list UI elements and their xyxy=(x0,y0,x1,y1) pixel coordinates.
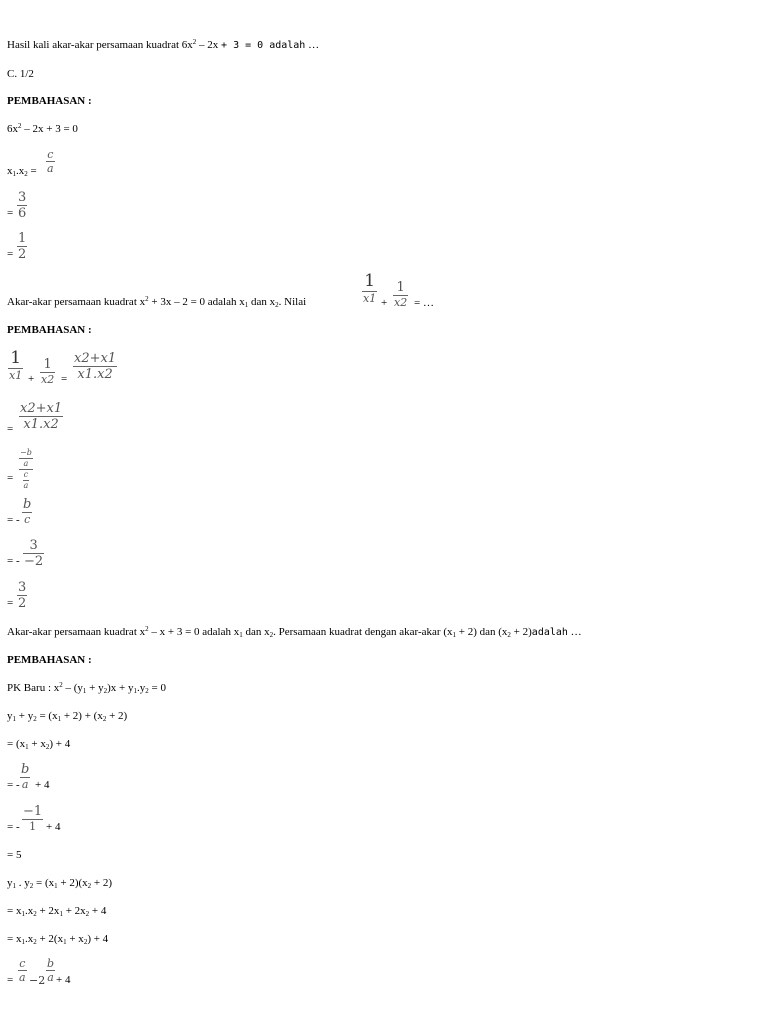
q1-frac2-num: 3 xyxy=(18,190,27,205)
q1-prod-sub1: 1 xyxy=(12,170,16,178)
q2-nilai-fraction-2 xyxy=(393,281,408,308)
q3-prod2-text-d: + 2x xyxy=(62,905,86,917)
q2-l6-eq: = xyxy=(7,597,14,609)
q2-question-sub2: 2 xyxy=(275,301,279,309)
q2-l3-numerator xyxy=(19,449,33,468)
q3-question-end: … xyxy=(567,626,582,638)
q1-heading: PEMBAHASAN : xyxy=(7,95,92,107)
q3-sum3-num: b xyxy=(21,762,30,777)
q3-prod2-sub1: 1 xyxy=(21,910,25,918)
q1-fraction-c-over-a xyxy=(46,149,55,174)
q3-prod4-f1-num: c xyxy=(19,957,26,970)
q2-nilai-f2-den: x2 xyxy=(394,296,408,309)
q3-prod3-sub2: 2 xyxy=(33,938,37,946)
q1-frac3-den: 2 xyxy=(18,247,27,262)
q2-l1-f1-num: 1 xyxy=(10,348,22,368)
q3-prod2-sub4: 2 xyxy=(85,910,90,918)
q3-prod-y: y xyxy=(7,877,13,889)
q3-sum-line-3-eq: = - xyxy=(7,779,20,791)
q3-sum-y: y xyxy=(7,710,13,722)
q2-nilai-fraction-1 xyxy=(362,273,377,304)
q2-l4-eq: = - xyxy=(7,514,20,526)
q2-l3-nested-fraction xyxy=(19,449,33,490)
q2-l2-eq: = xyxy=(7,423,14,435)
q2-question-text-c: dan x xyxy=(248,296,276,308)
q2-l3-num-bot: a xyxy=(23,459,29,468)
q3-question-text: Akar-akar persamaan kuadrat x xyxy=(7,626,146,638)
q3-prod-sub4: 2 xyxy=(87,882,92,890)
q1-prod-x: x xyxy=(7,165,13,177)
q1-question-end: … xyxy=(305,39,320,51)
q3-prod2-sub2: 2 xyxy=(33,910,37,918)
q1-fraction-3-over-6 xyxy=(17,191,27,220)
q3-question-sub3: 1 xyxy=(452,631,456,639)
q3-pk-text-e: .y xyxy=(137,682,146,694)
q2-l5-eq: = - xyxy=(7,555,20,567)
q3-prod2-text-e: + 4 xyxy=(89,905,107,917)
q3-prod4-fraction-2 xyxy=(46,958,55,983)
q3-question-text-b: – x + 3 = 0 adalah x xyxy=(148,626,240,638)
q3-pk-text-b: – (y xyxy=(62,682,83,694)
q2-l1-plus: + xyxy=(28,373,35,385)
q3-pk-text-f: = 0 xyxy=(148,682,166,694)
q1-question-text: Hasil kali akar-akar persamaan kuadrat 6x xyxy=(7,39,193,51)
q3-sum-sub4: 2 xyxy=(102,715,107,723)
q3-prod-line-4-eq: = xyxy=(7,974,14,986)
q3-sum-sub2: 2 xyxy=(33,715,37,723)
q1-product-formula xyxy=(7,166,37,177)
q3-sum2-text: = (x xyxy=(7,738,26,750)
q3-sum2-sub2: 2 xyxy=(45,743,50,751)
q3-pk-text: PK Baru : x xyxy=(7,682,60,694)
q3-prod3-sub4: 2 xyxy=(83,938,88,946)
q2-l5-den: −2 xyxy=(24,554,44,569)
q2-l3-denominator xyxy=(23,471,30,490)
q3-sum-sub3: 1 xyxy=(57,715,62,723)
q1-frac2-den: 6 xyxy=(18,206,27,221)
q3-prod4-fraction-1 xyxy=(18,958,27,983)
q2-heading: PEMBAHASAN : xyxy=(7,324,92,336)
q2-nilai-f1-num: 1 xyxy=(364,271,376,291)
q2-question-text-d: . Nilai xyxy=(278,296,307,308)
q3-prod3-text-d: + x xyxy=(66,933,84,945)
q3-sum3-tail: + 4 xyxy=(35,779,50,791)
q3-prod2-sub3: 1 xyxy=(59,910,63,918)
q2-l1-f2-num: 1 xyxy=(43,357,52,372)
q3-prod-sub1: 1 xyxy=(12,882,16,890)
q2-question-sub1: 1 xyxy=(244,301,249,309)
q2-nilai-end: = … xyxy=(414,297,434,309)
q3-prod4-minus: −2 xyxy=(29,974,46,987)
q2-l3-den-top: c xyxy=(23,470,29,479)
q3-question-text-c: dan x xyxy=(242,626,270,638)
q3-sum-line-1 xyxy=(7,711,127,722)
q3-prod2-text-b: .x xyxy=(24,905,34,917)
q1-eq-sign-2: = xyxy=(7,248,14,260)
q2-l1-eq: = xyxy=(61,373,68,385)
q1-question xyxy=(7,40,319,51)
q3-prod3-text-c: + 2(x xyxy=(36,933,64,945)
q2-l4-num: b xyxy=(23,497,32,512)
q1-prod-dot: .x xyxy=(16,165,25,177)
q2-l1-f2-den: x2 xyxy=(41,373,55,386)
q3-question-sub1: 1 xyxy=(239,631,243,639)
q3-question-sub4: 2 xyxy=(507,631,511,639)
q2-l6-num: 3 xyxy=(18,580,27,595)
q1-equation xyxy=(7,124,78,135)
q3-prod4-tail: + 4 xyxy=(56,974,71,986)
q3-sum3-fraction xyxy=(20,763,30,790)
q1-eq-sup: 2 xyxy=(18,122,22,130)
q2-l6-fraction xyxy=(17,581,27,610)
q3-sum4-fraction xyxy=(22,805,43,832)
q2-l1-f3-den: x1.x2 xyxy=(77,367,113,382)
q2-nilai-plus: + xyxy=(381,297,388,309)
q3-sum4-den: 1 xyxy=(29,820,37,833)
q2-l1-f1-den: x1 xyxy=(9,369,23,382)
q3-prod-sub2: 2 xyxy=(29,882,34,890)
q2-nilai-f2-num: 1 xyxy=(396,280,405,295)
q3-sum4-tail: + 4 xyxy=(46,821,61,833)
q3-prod-text-d: + 2)(x xyxy=(57,877,88,889)
q2-l2-den: x1.x2 xyxy=(23,417,59,432)
q3-prod3-text: = x xyxy=(7,933,22,945)
q2-l1-fraction-1 xyxy=(8,350,23,381)
q3-pk-sub4: 2 xyxy=(145,687,149,695)
q3-pk-sup: 2 xyxy=(59,681,63,689)
q2-question-text: Akar-akar persamaan kuadrat x xyxy=(7,296,146,308)
q2-l1-fraction-3 xyxy=(73,352,117,381)
q1-fraction-1-over-2 xyxy=(17,232,27,261)
q3-prod4-f2-num: b xyxy=(47,957,55,970)
q2-question-sup: 2 xyxy=(145,295,149,303)
q3-prod-text-e: + 2) xyxy=(91,877,113,889)
q3-prod2-text-c: + 2x xyxy=(36,905,60,917)
q3-prod-text-b: . y xyxy=(16,877,30,889)
q2-l2-num: x2+x1 xyxy=(20,401,63,416)
q1-frac1-num: c xyxy=(47,148,54,161)
q2-l4-fraction xyxy=(22,498,32,525)
q3-sum-line-4-eq: = - xyxy=(7,821,20,833)
q3-question-sub2: 2 xyxy=(269,631,274,639)
q2-l1-f3-num: x2+x1 xyxy=(74,351,117,366)
q1-frac3-num: 1 xyxy=(18,231,27,246)
q3-pk-sub2: 2 xyxy=(103,687,108,695)
q2-l3-eq: = xyxy=(7,472,14,484)
q3-sum2-text-c: ) + 4 xyxy=(49,738,71,750)
q3-prod3-sub3: 1 xyxy=(63,938,67,946)
q3-question xyxy=(7,627,582,638)
q3-question-text-f: + 2) xyxy=(510,626,532,638)
q2-question-text-b: + 3x – 2 = 0 adalah x xyxy=(148,296,245,308)
q3-question-text-e: + 2) dan (x xyxy=(456,626,508,638)
q1-question-mono: + 3 = 0 adalah xyxy=(221,40,306,51)
q2-l6-den: 2 xyxy=(18,596,27,611)
q3-pk-sub1: 1 xyxy=(82,687,87,695)
q3-pk-sub3: 1 xyxy=(133,687,138,695)
q1-frac1-den: a xyxy=(47,162,54,175)
q2-l3-num-top: −b xyxy=(20,448,32,457)
q3-sum2-sub1: 1 xyxy=(25,743,29,751)
q3-pk-text-c: + y xyxy=(86,682,104,694)
q3-sum2-text-b: + x xyxy=(28,738,46,750)
q1-eq-text-b: – 2x + 3 = 0 xyxy=(21,123,78,135)
q1-prod-sub2: 2 xyxy=(24,170,28,178)
q2-nilai-f1-den: x1 xyxy=(363,292,377,305)
q3-prod2-text: = x xyxy=(7,905,22,917)
q3-sum3-den: a xyxy=(21,778,29,791)
q3-sum-text-d: + 2) + (x xyxy=(61,710,103,722)
q3-sum-line-5: = 5 xyxy=(7,849,22,861)
q3-question-mono: adalah xyxy=(531,627,568,638)
q1-answer: C. 1/2 xyxy=(7,68,34,80)
q1-question-sup: 2 xyxy=(192,38,197,46)
q3-heading: PEMBAHASAN : xyxy=(7,654,92,666)
q3-prod-line-1 xyxy=(7,878,112,889)
q2-l4-den: c xyxy=(24,513,31,526)
q3-question-sup: 2 xyxy=(145,625,149,633)
q3-prod4-f2-den: a xyxy=(47,971,54,984)
q3-prod3-sub1: 1 xyxy=(21,938,25,946)
q3-prod3-text-e: ) + 4 xyxy=(87,933,109,945)
q3-prod-text-c: = (x xyxy=(33,877,55,889)
q2-l5-num: 3 xyxy=(29,538,38,553)
q2-l2-fraction xyxy=(19,402,63,431)
q3-prod3-text-b: .x xyxy=(24,933,34,945)
q2-l1-fraction-2 xyxy=(40,358,55,385)
q3-sum4-num: −1 xyxy=(23,804,43,819)
q3-pk-baru xyxy=(7,683,166,694)
q3-sum-text-e: + 2) xyxy=(106,710,128,722)
q1-eq-sign-1: = xyxy=(7,207,14,219)
q3-sum-text-b: + y xyxy=(16,710,34,722)
q3-question-text-d: . Persamaan kuadrat dengan akar-akar (x xyxy=(273,626,453,638)
q3-prod-line-3 xyxy=(7,934,108,945)
q3-sum-line-2 xyxy=(7,739,70,750)
q3-sum-sub1: 1 xyxy=(12,715,16,723)
q2-question xyxy=(7,297,306,308)
q3-pk-text-d: )x + y xyxy=(107,682,134,694)
q3-prod-sub3: 1 xyxy=(54,882,58,890)
q3-prod-line-2 xyxy=(7,906,106,917)
q3-sum-text-c: = (x xyxy=(36,710,58,722)
q2-l5-fraction xyxy=(23,539,44,568)
q1-eq-text: 6x xyxy=(7,123,18,135)
q1-prod-eq: = xyxy=(27,165,37,177)
q2-l3-den-bot: a xyxy=(23,481,29,490)
q3-prod4-f1-den: a xyxy=(19,971,26,984)
q1-question-text-b: – 2x xyxy=(196,39,222,51)
